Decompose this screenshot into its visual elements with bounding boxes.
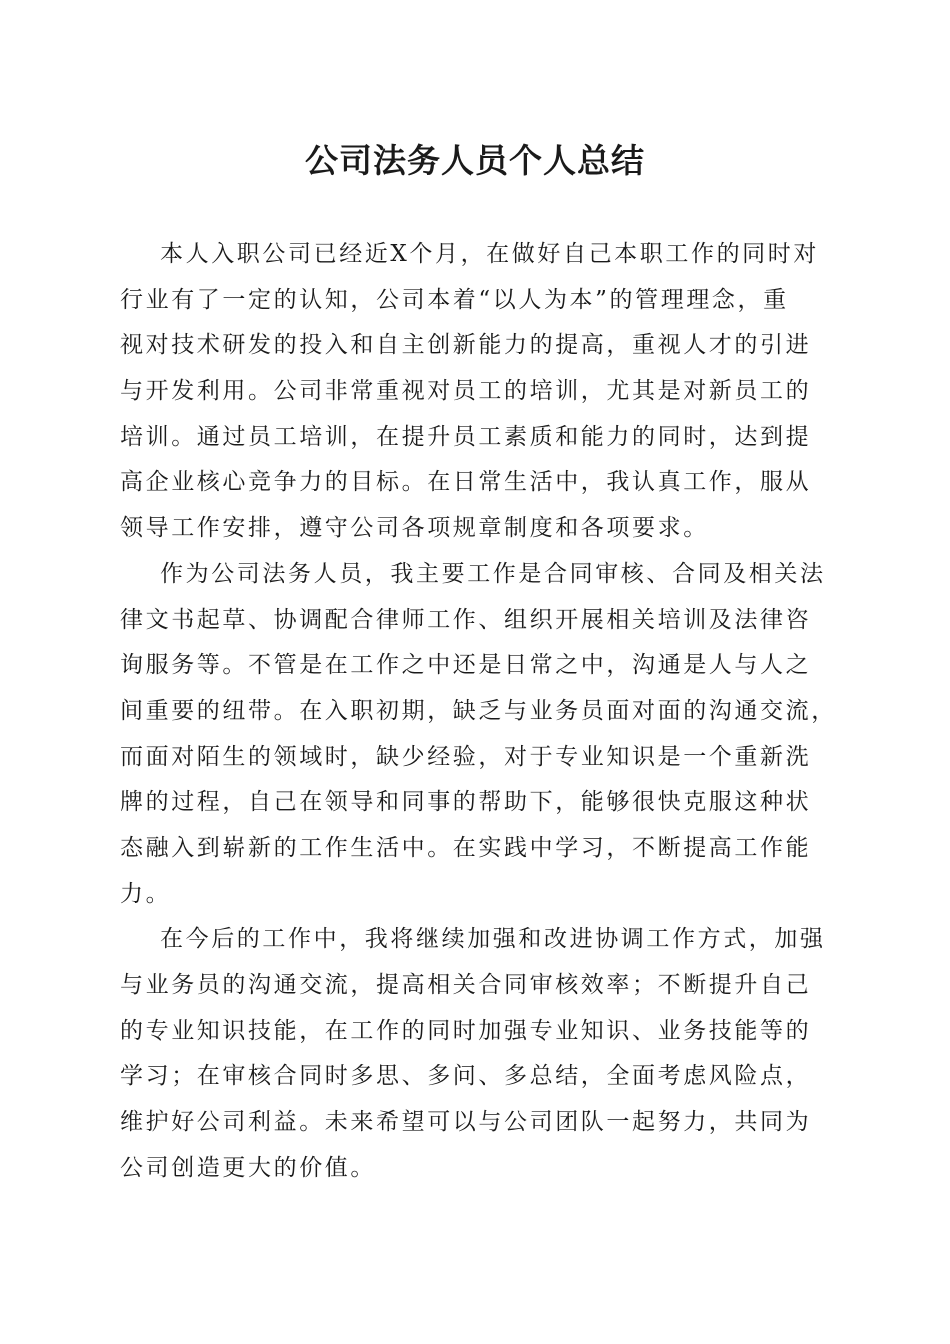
paragraph-line: 牌的过程，自己在领导和同事的帮助下，能够很快克服这种状 bbox=[120, 789, 812, 816]
paragraph-line: 询服务等。不管是在工作之中还是日常之中，沟通是人与人之 bbox=[120, 652, 812, 679]
paragraph-line: 行业有了一定的认知，公司本着“以人为本”的管理理念，重 bbox=[120, 286, 789, 313]
paragraph-line: 律文书起草、协调配合律师工作、组织开展相关培训及法律咨 bbox=[120, 606, 812, 633]
paragraph-line: 态融入到崭新的工作生活中。在实践中学习，不断提高工作能 bbox=[120, 834, 812, 861]
paragraph-line: 间重要的纽带。在入职初期，缺乏与业务员面对面的沟通交流， bbox=[120, 697, 837, 724]
paragraph-line: 与开发利用。公司非常重视对员工的培训，尤其是对新员工的 bbox=[120, 378, 812, 405]
paragraph-2 bbox=[120, 552, 837, 918]
paragraph-line: 的专业知识技能，在工作的同时加强专业知识、业务技能等的 bbox=[120, 1017, 812, 1044]
paragraph-line: 学习；在审核合同时多思、多问、多总结，全面考虑风险点， bbox=[120, 1063, 812, 1090]
paragraph-line: 而面对陌生的领域时，缺少经验，对于专业知识是一个重新洗 bbox=[120, 743, 812, 770]
paragraph-line: 力。 bbox=[120, 880, 172, 907]
paragraph-line: 公司创造更大的价值。 bbox=[120, 1154, 376, 1181]
paragraph-1 bbox=[120, 232, 832, 552]
paragraph-line: 作为公司法务人员，我主要工作是合同审核、合同及相关法 bbox=[160, 560, 826, 587]
paragraph-line: 维护好公司利益。未来希望可以与公司团队一起努力，共同为 bbox=[120, 1109, 812, 1136]
paragraph-line: 高企业核心竞争力的目标。在日常生活中，我认真工作，服从 bbox=[120, 469, 812, 496]
document-title: 公司法务人员个人总结 bbox=[305, 141, 645, 180]
paragraph-line: 培训。通过员工培训，在提升员工素质和能力的同时，达到提 bbox=[120, 423, 812, 450]
paragraph-line: 与业务员的沟通交流，提高相关合同审核效率；不断提升自己 bbox=[120, 972, 812, 998]
paragraph-line: 在今后的工作中，我将继续加强和改进协调工作方式，加强 bbox=[160, 926, 826, 953]
paragraph-3 bbox=[120, 917, 832, 1191]
paragraph-line: 视对技术研发的投入和自主创新能力的提高，重视人才的引进 bbox=[120, 332, 812, 359]
document-body bbox=[120, 232, 837, 1191]
paragraph-line: 领导工作安排，遵守公司各项规章制度和各项要求。 bbox=[120, 515, 709, 542]
paragraph-line: 本人入职公司已经近X个月，在做好自己本职工作的同时对 bbox=[160, 241, 819, 267]
